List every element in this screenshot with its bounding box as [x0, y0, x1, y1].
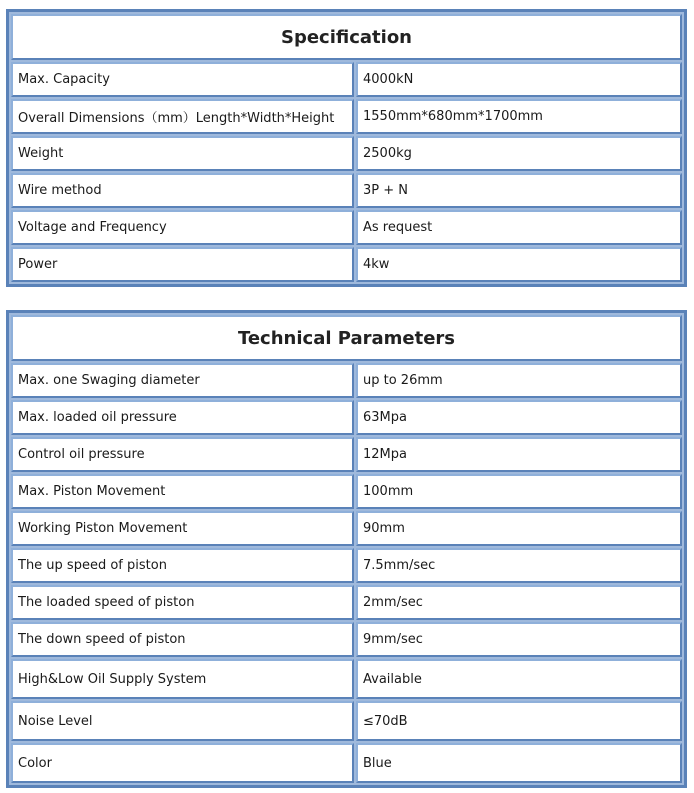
row-value: Blue — [356, 743, 682, 783]
table-row — [11, 210, 682, 245]
table-row — [11, 173, 682, 208]
row-label: Working Piston Movement — [11, 511, 354, 546]
row-label: Control oil pressure — [11, 437, 354, 472]
row-label: Max. one Swaging diameter — [11, 363, 354, 398]
table-row — [11, 136, 682, 171]
row-label: Wire method — [11, 173, 354, 208]
row-label: Max. loaded oil pressure — [11, 400, 354, 435]
table-row — [11, 511, 682, 546]
row-value: As request — [356, 210, 682, 245]
row-label: Max. Piston Movement — [11, 474, 354, 509]
row-value: 4kw — [356, 247, 682, 282]
row-value: 4000kN — [356, 62, 682, 97]
row-value: 90mm — [356, 511, 682, 546]
table-row — [11, 622, 682, 657]
row-value: 63Mpa — [356, 400, 682, 435]
row-value: ≤70dB — [356, 701, 682, 741]
table-row — [11, 585, 682, 620]
table-row — [11, 400, 682, 435]
table-row — [11, 659, 682, 699]
row-value: 2mm/sec — [356, 585, 682, 620]
row-value: Available — [356, 659, 682, 699]
specification-title: Specification — [11, 14, 682, 60]
row-label: Overall Dimensions（mm）Length*Width*Height — [11, 99, 354, 134]
table-row — [11, 437, 682, 472]
row-value: 12Mpa — [356, 437, 682, 472]
technical-parameters-table — [6, 310, 687, 788]
row-label: High&Low Oil Supply System — [11, 659, 354, 699]
row-label: The loaded speed of piston — [11, 585, 354, 620]
technical-parameters-title: Technical Parameters — [11, 315, 682, 361]
row-value: up to 26mm — [356, 363, 682, 398]
row-value: 100mm — [356, 474, 682, 509]
row-label: Color — [11, 743, 354, 783]
table-row — [11, 363, 682, 398]
row-label: Noise Level — [11, 701, 354, 741]
row-value: 9mm/sec — [356, 622, 682, 657]
row-label: Voltage and Frequency — [11, 210, 354, 245]
row-label: Max. Capacity — [11, 62, 354, 97]
table-row — [11, 701, 682, 741]
row-value: 1550mm*680mm*1700mm — [356, 99, 682, 134]
row-label: The down speed of piston — [11, 622, 354, 657]
table-row — [11, 99, 682, 134]
specification-table — [6, 9, 687, 287]
table-row — [11, 247, 682, 282]
table-row — [11, 548, 682, 583]
table-header-row — [11, 315, 682, 361]
row-value: 2500kg — [356, 136, 682, 171]
row-value: 7.5mm/sec — [356, 548, 682, 583]
row-label: Power — [11, 247, 354, 282]
row-label: Weight — [11, 136, 354, 171]
table-header-row — [11, 14, 682, 60]
table-row — [11, 743, 682, 783]
row-label: The up speed of piston — [11, 548, 354, 583]
table-row — [11, 474, 682, 509]
row-value: 3P + N — [356, 173, 682, 208]
table-row — [11, 62, 682, 97]
